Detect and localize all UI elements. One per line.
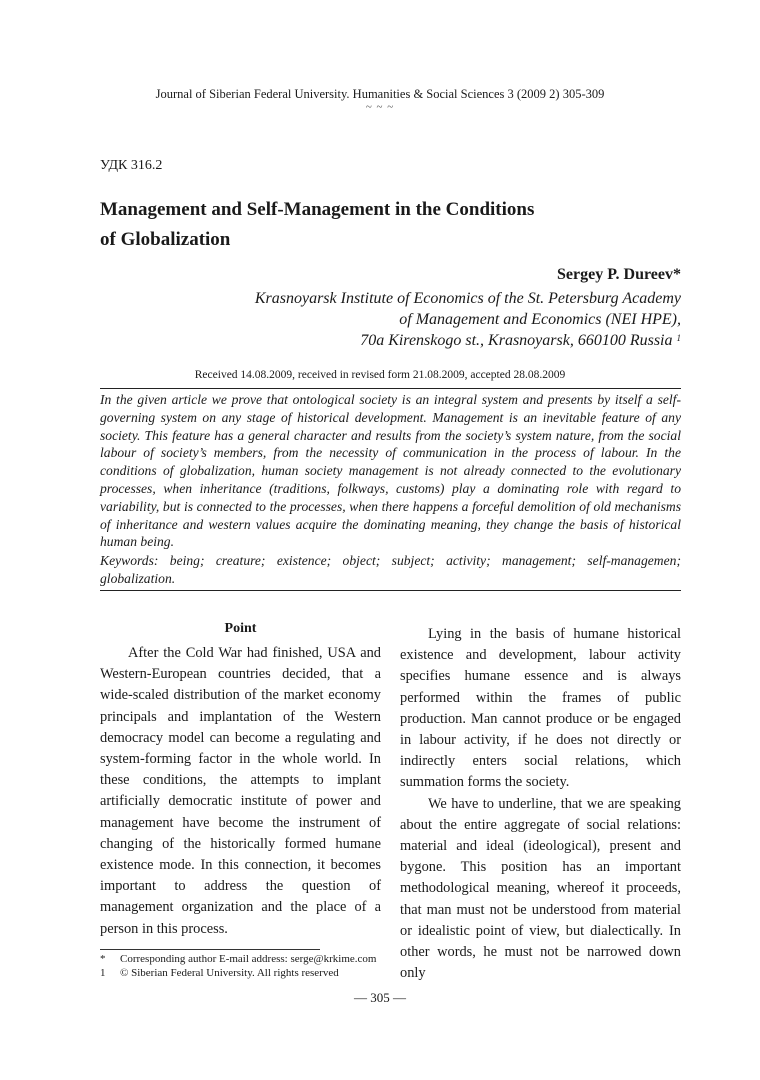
footnote-text: © Siberian Federal University. All rights reserved — [120, 967, 339, 979]
footnote — [100, 952, 376, 966]
author-name: Sergey P. Dureev* — [557, 266, 681, 283]
received-dates: Received 14.08.2009, received in revised form 21.08.2009, accepted 28.08.2009 — [194, 369, 566, 381]
footnotes — [100, 952, 376, 980]
right-column — [400, 624, 681, 984]
title-line-1: Management and Self-Management in the Conditions — [100, 199, 535, 220]
journal-header: Journal of Siberian Federal University. Humanities & Social Sciences 3 (2009 2) 305-309 — [155, 87, 605, 101]
keywords: Keywords: being; creature; existence; object; subject; activity; management; self-managemen; globalization. — [100, 553, 681, 586]
affiliation-address: 70a Kirenskogo st., Krasnoyarsk, 660100 Russia — [360, 332, 673, 349]
article-title — [100, 195, 660, 255]
title-line-2: of Globalization — [100, 229, 231, 250]
author-affiliation — [121, 288, 681, 351]
abstract-bottom-rule — [100, 590, 681, 591]
body-paragraph: Lying in the basis of humane historical existence and development, labour activity specifies humane essence and is always performed within the frames of public production. Man cannot produce or be engaged in labour activity, if he does not directly or indirectly enters social relations, which summation forms the society. — [400, 626, 681, 791]
footnote-text: Corresponding author E-mail address: serge@krkime.com — [120, 953, 377, 965]
footnote-mark: * — [100, 953, 106, 965]
body-paragraph: After the Cold War had finished, USA and Western-European countries decided, that a wide-scaled distribution of the market economy principals and implantation of the Western democracy model can become a regulating and system-forming factor in the whole world. In these conditions, the attempts to implant artificially democratic institute of power and management have become the instrument of changing of the historically formed humane existence mode. In this connection, it becomes important to address the question of management organization and the place of a person in this process. — [100, 645, 381, 937]
affiliation-line-2: of Management and Economics (NEI HPE), — [399, 311, 681, 328]
page-number: — 305 — — [354, 990, 406, 1005]
affiliation-line-3 — [121, 330, 681, 351]
footnote-rule — [100, 949, 320, 950]
footnote-ref-1: 1 — [676, 333, 681, 343]
abstract: In the given article we prove that ontological society is an integral system and presents by itself a self-governing system on any stage of historical development. Management is an inevitable feature of any society. This feature has a general character and results from the society’s system nature, from the social labour of society’s members, from the necessity of communication in the process of labour. In the conditions of globalization, human society management is not already connected to the evolutionary processes, when inheritance (traditions, folkways, customs) play a dominating role with regard to variability, but is connected to the processes, when there happens a forceful demolition of old mechanisms of inheritance and western values acquire the dominating meaning, they change the basis of historical human being. — [100, 392, 681, 550]
affiliation-line-1: Krasnoyarsk Institute of Economics of the St. Petersburg Academy — [254, 290, 681, 307]
udc-code: УДК 316.2 — [100, 158, 163, 173]
header-separator: ~ ~ ~ — [365, 101, 395, 113]
footnote — [100, 966, 376, 980]
body-paragraph: We have to underline, that we are speaking about the entire aggregate of social relations: material and ideal (ideological), present and bygone. This position has an important methodological meaning, whereof it proceeds, that man must not be understood from material or idealistic point of view, but dialectically. In other words, he must not be narrowed down only — [400, 795, 681, 982]
section-heading: Point — [224, 621, 257, 636]
abstract-top-rule — [100, 388, 681, 389]
left-column — [100, 620, 381, 940]
footnote-mark: 1 — [100, 967, 106, 979]
